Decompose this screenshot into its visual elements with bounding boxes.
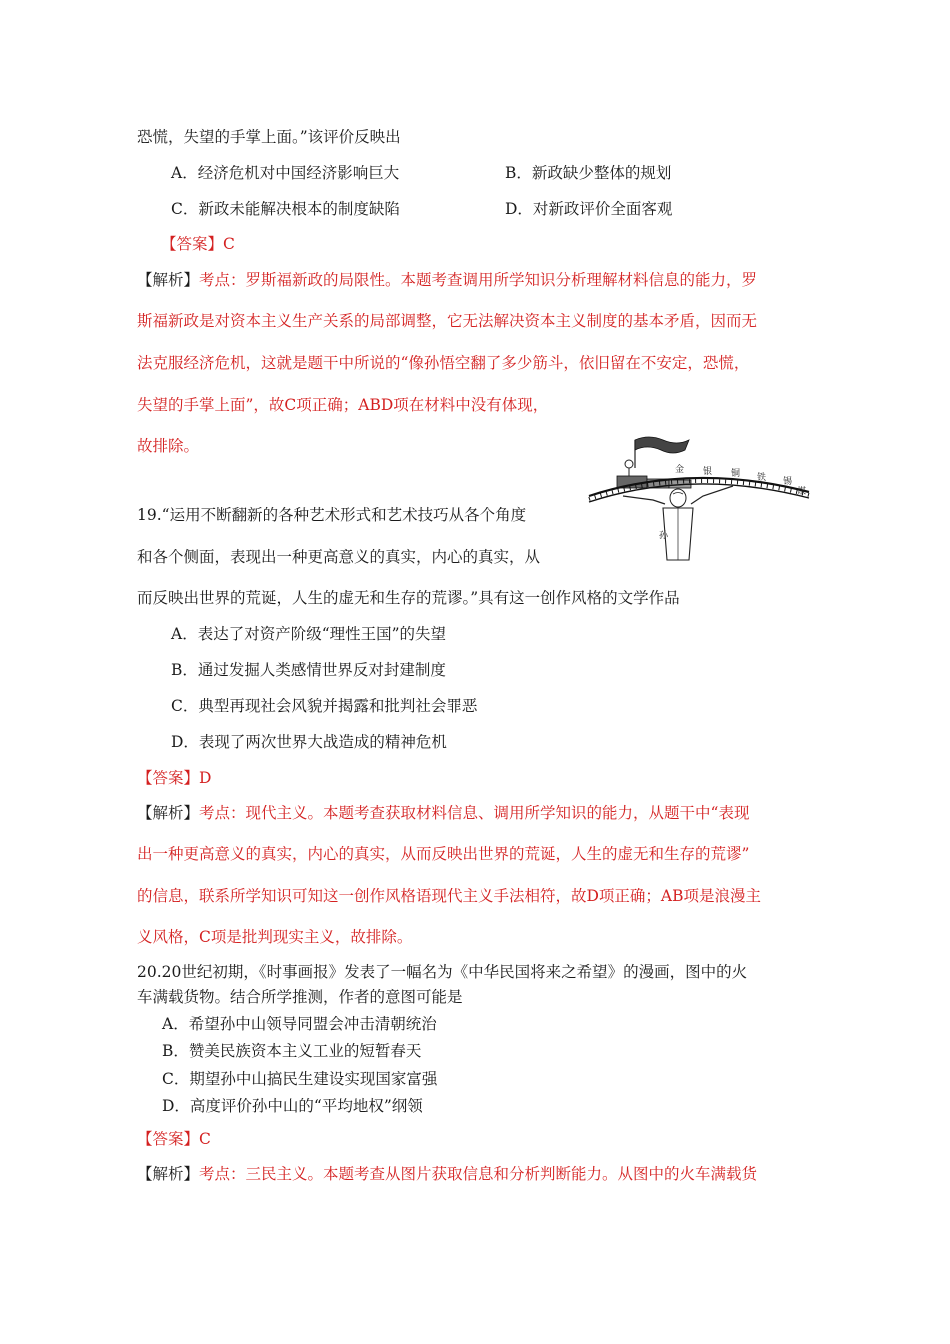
q19-option-b: B．通过发掘人类感情世界反对封建制度 <box>171 661 446 679</box>
analysis-label: 【解析】 <box>137 271 200 289</box>
analysis-label: 【解析】 <box>137 804 200 822</box>
q20-option-c: C．期望孙中山搞民生建设实现国家富强 <box>162 1070 438 1088</box>
q18-analysis-line-5: 故排除。 <box>137 437 200 455</box>
cartoon-label-silver: 银 <box>703 467 713 477</box>
q20-analysis-line-1 <box>137 1163 757 1185</box>
q19-stem-line-2: 和各个侧面，表现出一种更高意义的真实，内心的真实，从 <box>137 548 541 566</box>
analysis-label: 【解析】 <box>137 1165 200 1183</box>
q19-stem-line-3: 而反映出世界的荒诞，人生的虚无和生存的荒谬。”具有这一创作风格的文学作品 <box>137 589 680 607</box>
man-right-arm <box>691 486 733 504</box>
answer-tag: 【答案】 <box>137 1130 200 1148</box>
cartoon-illustration <box>583 434 813 564</box>
q20-option-b: B．赞美民族资本主义工业的短暂春天 <box>162 1042 422 1060</box>
cartoon-label-tin: 锡 <box>783 477 793 487</box>
man-head <box>670 489 686 507</box>
q18-answer <box>161 233 235 255</box>
q20-stem-line-2: 车满载货物。结合所学推测，作者的意图可能是 <box>137 988 463 1006</box>
q18-analysis-line-2: 斯福新政是对资本主义生产关系的局部调整，它无法解决资本主义制度的基本矛盾，因而无 <box>137 312 758 330</box>
q20-option-a: A．希望孙中山领导同盟会冲击清朝统治 <box>162 1015 437 1033</box>
q19-stem-line-1: 19.“运用不断翻新的各种艺术形式和艺术技巧从各个角度 <box>137 506 527 524</box>
q18-option-a: A．经济危机对中国经济影响巨大 <box>171 164 400 182</box>
analysis-text: 考点：现代主义。本题考查获取材料信息、调用所学知识的能力，从题干中“表现 <box>199 804 750 822</box>
cartoon-label-sun: 孙 <box>659 531 669 541</box>
q20-option-d: D．高度评价孙中山的“平均地权”纲领 <box>162 1097 423 1115</box>
q19-analysis-line-3: 的信息，联系所学知识可知这一创作风格语现代主义手法相符，故D项正确；AB项是浪漫主 <box>137 887 762 905</box>
analysis-text: 考点：三民主义。本题考查从图片获取信息和分析判断能力。从图中的火车满载货 <box>199 1165 758 1183</box>
answer-value: D <box>199 769 212 787</box>
q19-analysis-line-1 <box>137 802 749 824</box>
q20-stem-line-1: 20.20世纪初期，《时事画报》发表了一幅名为《中华民国将来之希望》的漫画，图中的火 <box>137 963 748 981</box>
q19-analysis-line-2: 出一种更高意义的真实，内心的真实，从而反映出世界的荒诞，人生的虚无和生存的荒谬” <box>137 845 750 863</box>
q18-option-b: B．新政缺少整体的规划 <box>505 164 672 182</box>
q19-answer <box>137 767 211 789</box>
q19-option-a: A．表达了对资产阶级“理性王国”的失望 <box>171 625 447 643</box>
rider-head <box>625 460 633 468</box>
analysis-text: 考点：罗斯福新政的局限性。本题考查调用所学知识分析理解材料信息的能力，罗 <box>199 271 758 289</box>
cartoon-label-copper: 铜 <box>731 469 741 479</box>
q18-analysis-line-1 <box>137 269 757 291</box>
answer-value: C <box>223 235 235 253</box>
answer-tag: 【答案】 <box>161 235 224 253</box>
cartoon-label-iron: 铁 <box>757 473 767 483</box>
cartoon-label-coal: 煤 <box>797 487 807 497</box>
q19-analysis-line-4: 义风格，C项是批判现实主义，故排除。 <box>137 928 413 946</box>
q18-option-c: C．新政未能解决根本的制度缺陷 <box>171 200 400 218</box>
answer-tag: 【答案】 <box>137 769 200 787</box>
q19-option-c: C．典型再现社会风貌并揭露和批判社会罪恶 <box>171 697 478 715</box>
q18-stem-tail: 恐慌，失望的手掌上面。”该评价反映出 <box>137 128 401 146</box>
man-left-arm <box>623 496 665 504</box>
q18-option-d: D．对新政评价全面客观 <box>505 200 673 218</box>
cartoon-label-gold: 金 <box>675 465 685 475</box>
answer-value: C <box>199 1130 211 1148</box>
flag <box>635 437 689 453</box>
q18-analysis-line-3: 法克服经济危机，这就是题干中所说的“像孙悟空翻了多少筋斗，依旧留在不安定，恐慌， <box>137 354 750 372</box>
q19-option-d: D．表现了两次世界大战造成的精神危机 <box>171 733 447 751</box>
q20-answer <box>137 1128 211 1150</box>
q18-analysis-line-4: 失望的手掌上面”，故C项正确；ABD项在材料中没有体现， <box>137 396 549 414</box>
